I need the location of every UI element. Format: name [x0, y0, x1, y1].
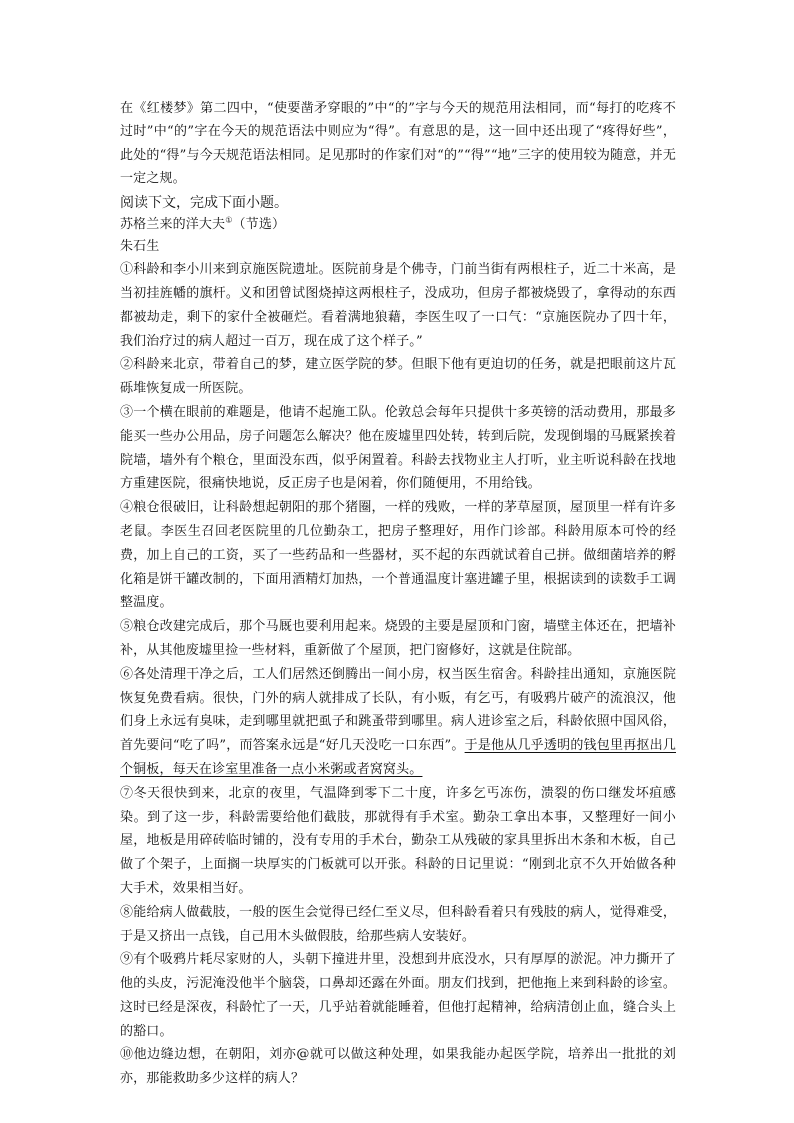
paragraph-3: ③一个横在眼前的难题是，他请不起施工队。伦敦总会每年只提供十多英镑的活动费用，那最多能买一些办公用品，房子问题怎么解决？他在废墟里四处转，转到后院，发现倒塌的马厩紧挨着院墙，墙外有个粮仓，里面没东西，似乎闲置着。科龄去找物业主人打听，业主听说科龄在找地方重建医院，很痛快地说，反正房子也是闲着，你们随便用，不用给钱。	[120, 404, 676, 492]
document-page	[120, 97, 676, 1091]
footnote-marker: ①	[225, 215, 233, 225]
paragraph-9: ⑨有个吸鸦片耗尽家财的人，头朝下撞进井里，没想到井底没水，只有厚厚的淤泥。冲力撕开了他的头皮，污泥淹没他半个脑袋，口鼻却还露在外面。朋友们找到，把他拖上来到科龄的诊室。这时已经是深夜，科龄忙了一天，几乎站着就能睡着，但他打起精神，给病清创止血，缝合头上的豁口。	[120, 952, 676, 1039]
article-title	[120, 214, 676, 236]
reading-instruction: 阅读下文，完成下面小题。	[120, 195, 288, 212]
paragraph-4: ④粮仓很破旧，让科龄想起朝阳的那个猪圈，一样的残败，一样的茅草屋顶，屋顶里一样有许多老鼠。李医生召回老医院里的几位勤杂工，把房子整理好，用作门诊部。科龄用原本可怜的经费，加上自己的工资，买了一些药品和一些器材，买不起的东西就试着自己拼。做细菌培养的孵化箱是饼干罐改制的，下面用酒精灯加热，一个普通温度计塞进罐子里，根据读到的读数手工调整温度。	[120, 500, 676, 611]
paragraph-5: ⑤粮仓改建完成后，那个马厩也要利用起来。烧毁的主要是屋顶和门窗，墙壁主体还在，把墙补补，从其他废墟里捡一些材料，重新做了个屋顶，把门窗修好，这就是住院部。	[120, 619, 676, 658]
article-title-text: 苏格兰来的洋大夫	[120, 217, 226, 233]
article-author: 朱石生	[120, 239, 160, 255]
paragraph-1: ①科龄和李小川来到京施医院遗址。医院前身是个佛寺，门前当街有两根柱子，近二十米高，是当初挂旌幡的旗杆。义和团曾试图烧掉这两根柱子，没成功，但房子都被烧毁了，拿得动的东西都被劫走，剩下的家什全被砸烂。看着满地狼藉，李医生叹了一口气：“京施医院办了四十年，我们治疗过的病人超过一百万，现在成了这个样子。”	[120, 262, 676, 349]
underlined-sentence: 于是他从几乎透明的钱包里再抠出几个铜板，每天在诊室里准备一点小米粥或者窝窝头。	[120, 738, 676, 777]
article-title-suffix: （节选）	[232, 217, 286, 233]
intro-paragraph: 在《红楼梦》第二四中，“使要凿矛穿眼的”中“的”字与今天的规范用法相同，而“每打的吃疼不过时”中“的”字在今天的规范语法中则应为“得”。有意思的是，这一回中还出现了“疼得好些”，此处的“得”与今天规范语法相同。足见那时的作家们对“的”“得”“地”三字的使用较为随意，并无一定之规。	[120, 101, 676, 186]
paragraph-6	[120, 663, 676, 782]
paragraph-10: ⑩他边缝边想，在朝阳，刘亦@就可以做这种处理，如果我能办起医学院，培养出一批批的刘亦，那能救助多少这样的病人？	[120, 1047, 676, 1087]
paragraph-8: ⑧能给病人做截肢，一般的医生会觉得已经仁至义尽，但科龄看着只有残肢的病人，觉得难受，于是又挤出一点钱，自己用木头做假肢，给那些病人安装好。	[120, 904, 676, 944]
paragraph-6-text: ⑥各处清理干净之后，工人们居然还倒腾出一间小房，权当医生宿舍。科龄挂出通知，京施医院恢复免费看病。很快，门外的病人就排成了长队，有小贩，有乞丐，有吸鸦片破产的流浪汉，他们身上永远有臭味，走到哪里就把虱子和跳蚤带到哪里。病人进诊室之后，科龄依照中国风俗，首先要问“吃了吗”，而答案永远是“好几天没吃一口东西”。	[120, 666, 676, 754]
paragraph-2: ②科龄来北京，带着自己的梦，建立医学院的梦。但眼下他有更迫切的任务，就是把眼前这片瓦砾堆恢复成一所医院。	[120, 357, 676, 397]
paragraph-7: ⑦冬天很快到来，北京的夜里，气温降到零下二十度，许多乞丐冻伤，溃裂的伤口继发坏疽感染。到了这一步，科龄需要给他们截肢，那就得有手术室。勤杂工拿出本事，又整理好一间小屋，地板是用碎砖临时铺的，没有专用的手术台，勤杂工从残破的家具里拆出木条和木板，自己做了个架子，上面搁一块厚实的门板就可以开张。科龄的日记里说：“刚到北京不久开始做各种大手术，效果相当好。	[120, 785, 676, 896]
